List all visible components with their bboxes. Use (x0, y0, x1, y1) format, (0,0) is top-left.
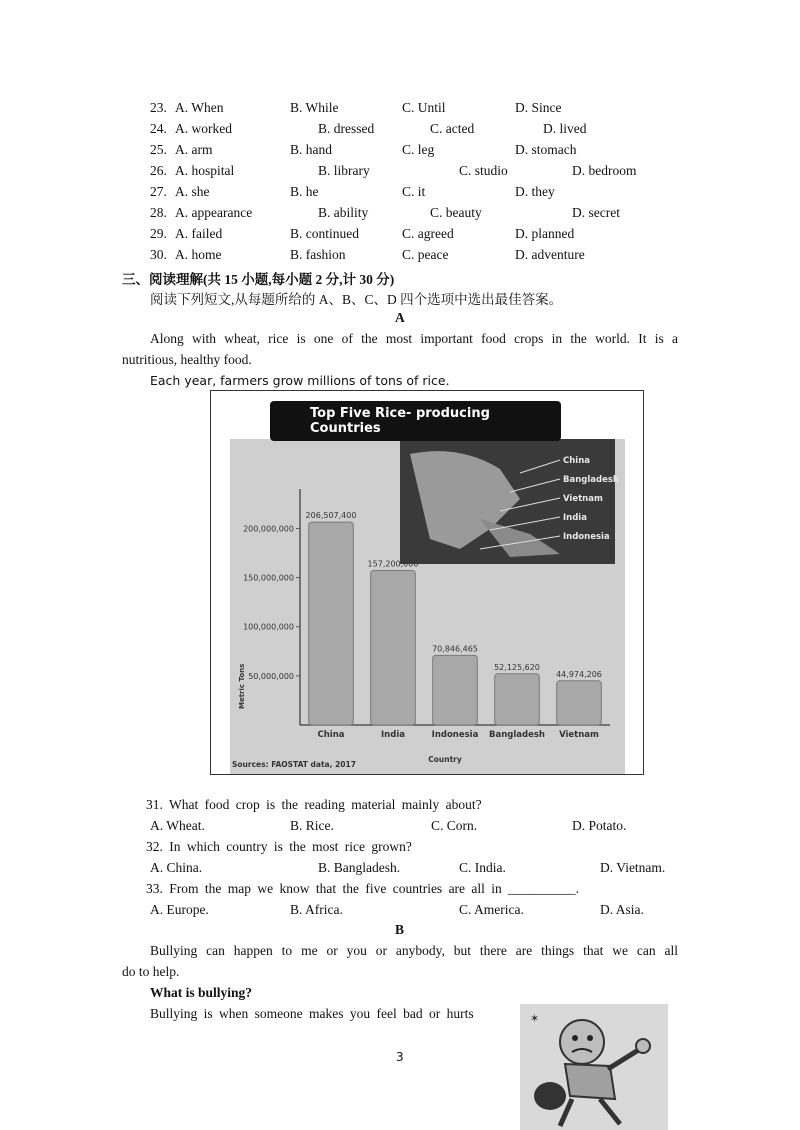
answer-option: A. Wheat. (150, 818, 205, 833)
data-label: 44,974,206 (556, 669, 602, 679)
passage-b-line3: Bullying is when someone makes you feel bad or hurts (150, 1006, 474, 1021)
x-axis-title: Country (428, 755, 462, 764)
question-number: 23. (150, 100, 167, 115)
question-number: 30. (150, 247, 167, 262)
cartoon-icon (520, 1004, 668, 1130)
rice-chart-figure (210, 390, 644, 775)
bar-indonesia (433, 655, 478, 725)
passage-b-subheading: What is bullying? (150, 985, 253, 1000)
passage-b-line2: do to help. (122, 964, 180, 979)
page-number: 3 (396, 1050, 404, 1064)
data-label: 70,846,465 (432, 644, 478, 654)
y-tick-label: 100,000,000 (243, 622, 294, 632)
x-tick-label: China (317, 730, 345, 740)
answer-option: B. dressed (318, 121, 375, 136)
answer-option: B. Rice. (290, 818, 334, 833)
map-label: Bangladesh (563, 475, 619, 485)
answer-option: A. Europe. (150, 902, 209, 917)
question-number: 24. (150, 121, 167, 136)
y-tick-label: 50,000,000 (248, 671, 294, 681)
answer-option: B. ability (318, 205, 369, 220)
answer-option: C. it (402, 184, 426, 199)
answer-option: A. worked (175, 121, 232, 136)
answer-option: C. peace (402, 247, 449, 262)
answer-option: C. America. (459, 902, 524, 917)
data-label: 206,507,400 (305, 511, 357, 521)
x-tick-label: India (381, 730, 405, 740)
y-tick-label: 150,000,000 (243, 573, 294, 583)
data-label: 52,125,620 (494, 662, 540, 672)
bullying-illustration (520, 1004, 668, 1130)
answer-option: B. fashion (290, 247, 346, 262)
answer-option: A. China. (150, 860, 203, 875)
section-heading: 三、阅读理解(共 15 小题,每小题 2 分,计 30 分) (122, 272, 395, 287)
map-label: Vietnam (563, 494, 603, 504)
answer-option: C. leg (402, 142, 435, 157)
answer-option: A. When (175, 100, 224, 115)
question-number: 25. (150, 142, 167, 157)
question-stem: 31. What food crop is the reading material mainly about? (146, 797, 482, 812)
answer-option: D. lived (543, 121, 587, 136)
x-tick-label: Bangladesh (489, 730, 545, 740)
passage-b-label: B (395, 922, 405, 937)
question-stem: 32. In which country is the most rice grown? (146, 839, 412, 854)
answer-option: B. Africa. (290, 902, 343, 917)
answer-option: C. India. (459, 860, 506, 875)
section-instruction: 阅读下列短文,从每题所给的 A、B、C、D 四个选项中选出最佳答案。 (150, 292, 563, 307)
answer-option: A. she (175, 184, 210, 199)
answer-option: D. Vietnam. (600, 860, 666, 875)
answer-option: C. beauty (430, 205, 482, 220)
map-label: India (563, 513, 587, 523)
answer-option: D. Asia. (600, 902, 644, 917)
question-number: 29. (150, 226, 167, 241)
answer-option: B. While (290, 100, 339, 115)
answer-option: A. failed (175, 226, 223, 241)
question-number: 26. (150, 163, 167, 178)
chart-photo (230, 439, 625, 774)
answer-option: B. Bangladesh. (318, 860, 401, 875)
answer-option: A. appearance (175, 205, 253, 220)
bar-bangladesh (495, 674, 540, 725)
answer-option: B. library (318, 163, 370, 178)
answer-option: D. secret (572, 205, 620, 220)
map-label: China (563, 456, 590, 466)
answer-option: C. agreed (402, 226, 454, 241)
data-label: 157,200,000 (367, 559, 419, 569)
answer-option: B. hand (290, 142, 332, 157)
passage-a-line1: Along with wheat, rice is one of the most important food crops in the world. It is a (150, 331, 678, 346)
answer-option: C. Corn. (431, 818, 478, 833)
answer-option: C. Until (402, 100, 446, 115)
answer-option: A. home (175, 247, 222, 262)
answer-option: D. adventure (515, 247, 585, 262)
passage-a-line2: nutritious, healthy food. (122, 352, 252, 367)
map-label: Indonesia (563, 532, 610, 542)
answer-option: C. studio (459, 163, 508, 178)
y-tick-label: 200,000,000 (243, 524, 294, 534)
question-stem: 33. From the map we know that the five countries are all in __________. (146, 881, 580, 896)
bar-vietnam (557, 681, 602, 725)
answer-option: C. acted (430, 121, 475, 136)
question-number: 28. (150, 205, 167, 220)
answer-option: D. stomach (515, 142, 577, 157)
answer-option: D. they (515, 184, 555, 199)
bar-china (309, 522, 354, 725)
passage-a-label: A (395, 310, 405, 325)
passage-a-line3: Each year, farmers grow millions of tons of rice. (150, 373, 450, 388)
answer-option: D. planned (515, 226, 575, 241)
answer-option: B. continued (290, 226, 359, 241)
bar-india (371, 571, 416, 725)
y-axis-title: Metric Tons (238, 663, 246, 709)
chart-source: Sources: FAOSTAT data, 2017 (232, 760, 356, 769)
question-number: 27. (150, 184, 167, 199)
answer-option: B. he (290, 184, 319, 199)
x-tick-label: Vietnam (559, 730, 599, 740)
x-tick-label: Indonesia (431, 730, 479, 740)
svg-text:✶: ✶ (530, 1012, 540, 1025)
answer-option: D. bedroom (572, 163, 637, 178)
answer-option: A. arm (175, 142, 213, 157)
answer-option: A. hospital (175, 163, 235, 178)
answer-option: D. Potato. (572, 818, 627, 833)
chart-title: Top Five Rice- producing Countries (270, 401, 561, 441)
passage-b-line1: Bullying can happen to me or you or anybody, but there are things that we can all (150, 943, 678, 958)
bar-chart (230, 439, 625, 774)
answer-option: D. Since (515, 100, 562, 115)
